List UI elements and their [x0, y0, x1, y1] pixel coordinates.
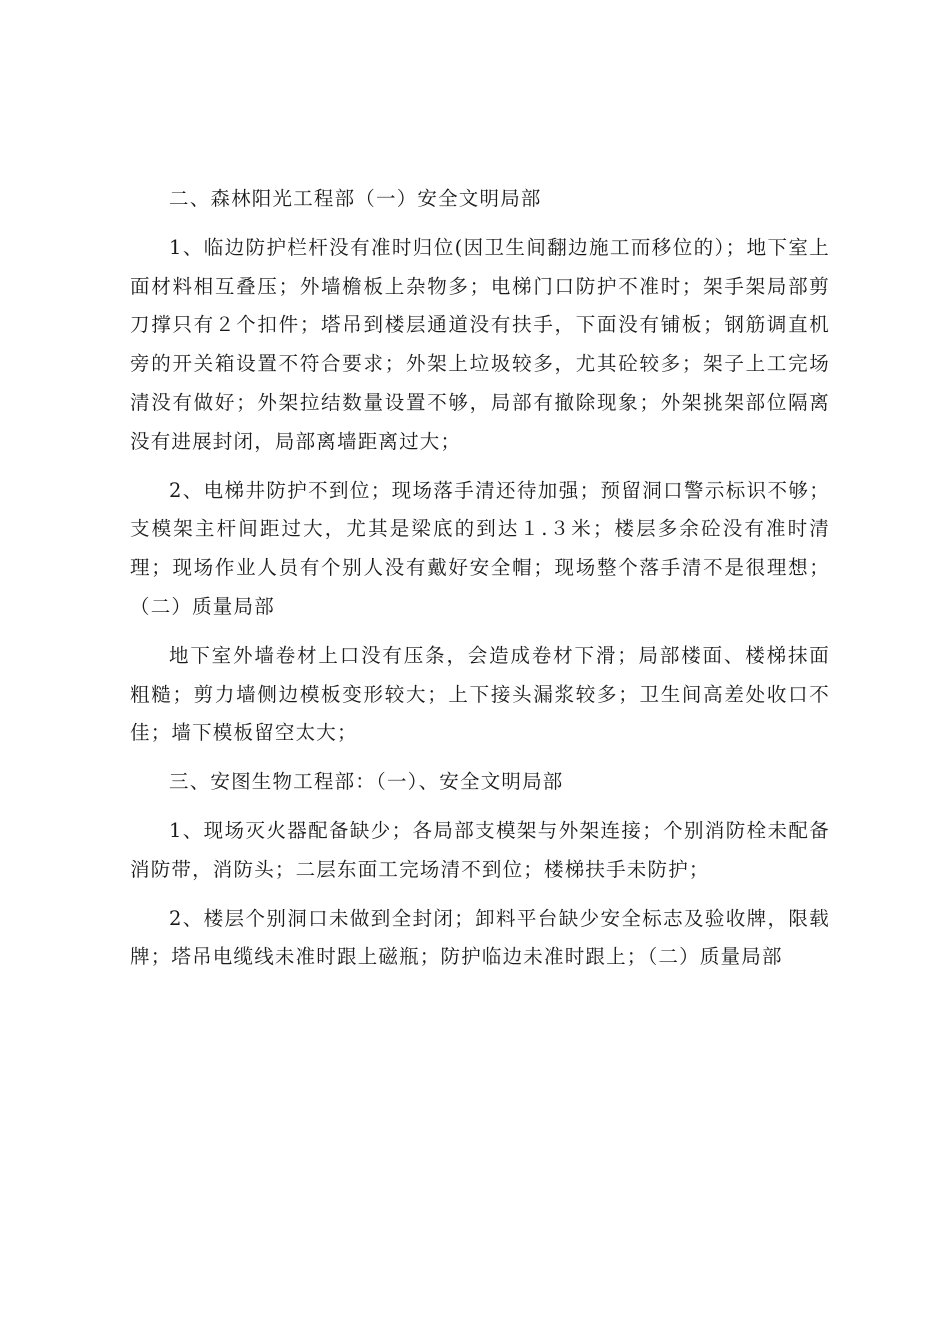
paragraph-safety-item-2: 2、电梯井防护不到位；现场落手清还待加强；预留洞口警示标识不够；支模架主杆间距过大，尤其是梁底的到达１.３米；楼层多余砼没有准时清理；现场作业人员有个别人没有戴好安全帽；现场整个落手清不是很理想；（二）质量局部 [130, 478, 830, 618]
section-heading-sunshine: 二、森林阳光工程部（一）安全文明局部 [169, 187, 542, 210]
paragraph-quality: 地下室外墙卷材上口没有压条，会造成卷材下滑；局部楼面、楼梯抹面粗糙；剪力墙侧边模板变形较大；上下接头漏浆较多；卫生间高差处收口不佳；墙下模板留空太大； [130, 643, 830, 745]
section-heading-antu: 三、安图生物工程部：（一）、安全文明局部 [169, 770, 564, 794]
paragraph-safety-item-1: 1、临边防护栏杆没有准时归位(因卫生间翻边施工而移位的）；地下室上面材料相互叠压；外墙檐板上杂物多；电梯门口防护不准时；架手架局部剪刀撑只有２个扣件；塔吊到楼层通道没有扶手，下面没有铺板；钢筋调直机旁的开关箱设置不符合要求；外架上垃圾较多，尤其砼较多；架子上工完场清没有做好；外架拉结数量设置不够，局部有撤除现象；外架挑架部位隔离没有进展封闭，局部离墙距离过大； [130, 235, 830, 453]
document-page [130, 180, 830, 977]
paragraph-antu-safety-item-2: 2、楼层个别洞口未做到全封闭；卸料平台缺少安全标志及验收牌，限载牌；塔吊电缆线未准时跟上磁瓶；防护临边未准时跟上；（二）质量局部 [130, 906, 830, 969]
paragraph-antu-safety-item-1: 1、现场灭火器配备缺少；各局部支模架与外架连接；个别消防栓未配备消防带，消防头；二层东面工完场清不到位；楼梯扶手未防护； [130, 818, 830, 881]
